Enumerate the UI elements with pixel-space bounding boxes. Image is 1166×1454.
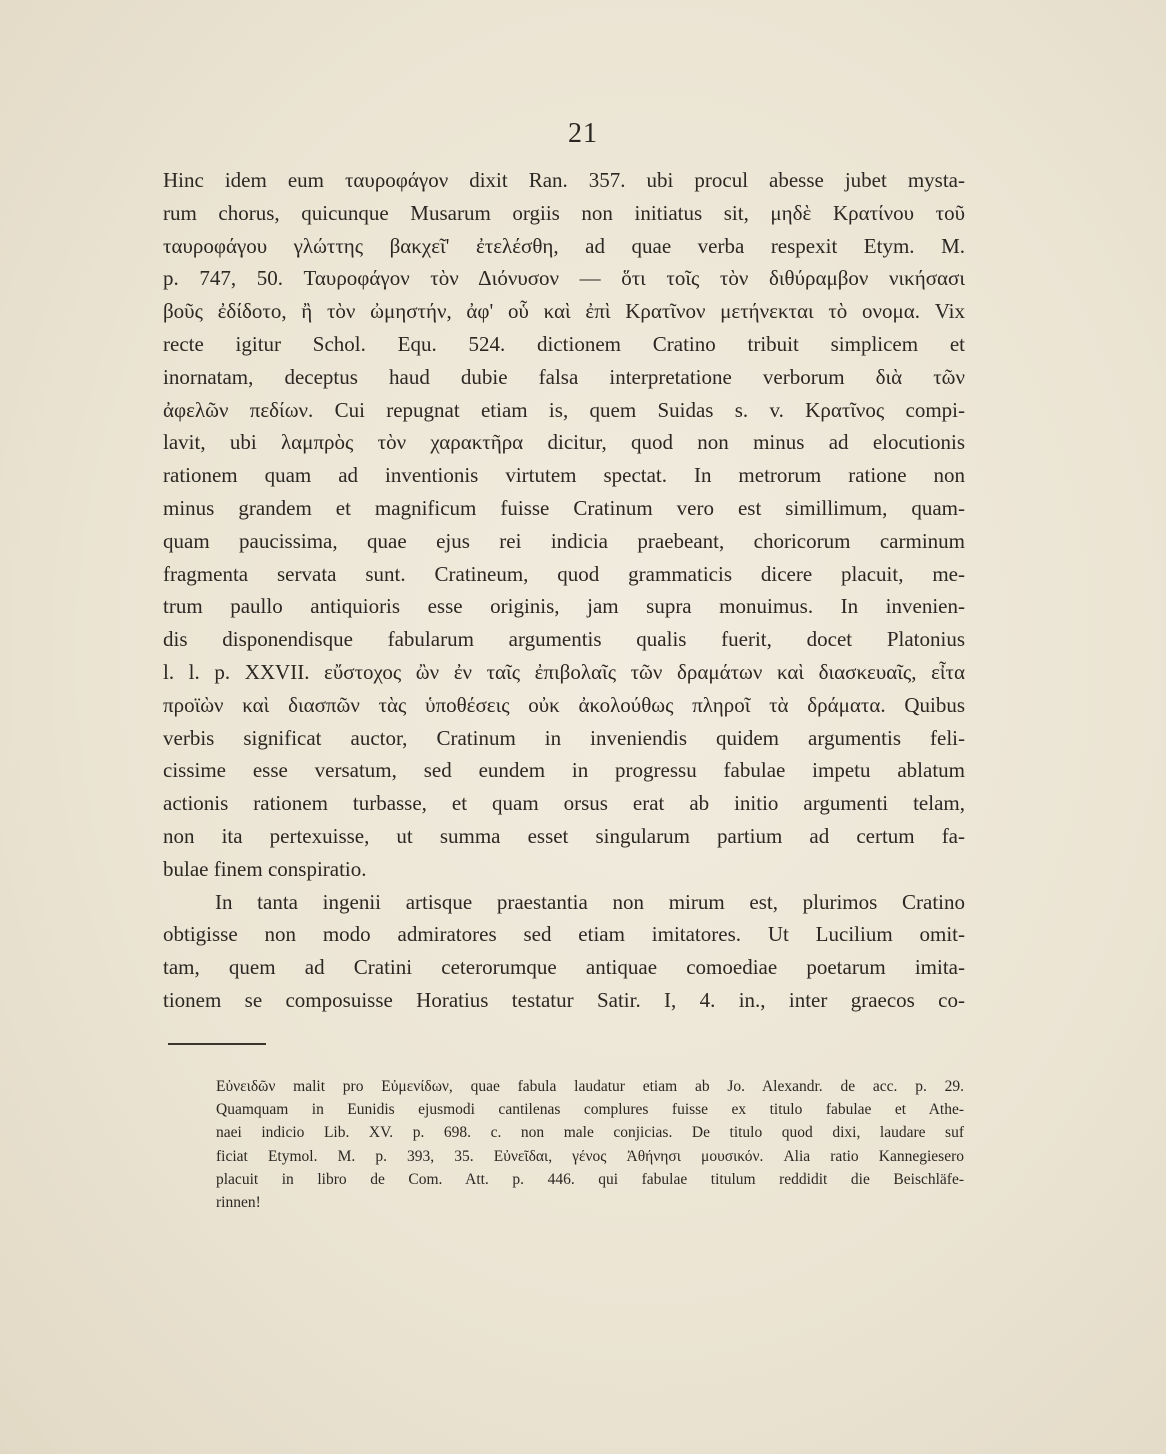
footnote-line: naei indicio Lib. XV. p. 698. c. non male conjicias. De titulo quod dixi, laudare suf [216, 1124, 964, 1142]
text-line: bulae finem conspiratio. [163, 856, 367, 881]
text-line: quam paucissima, quae ejus rei indicia praebeant, choricorum carminum [163, 528, 965, 553]
text-line: inornatam, deceptus haud dubie falsa interpretatione verborum διὰ τῶν [163, 364, 965, 389]
text-line: minus grandem et magnificum fuisse Cratinum vero est simillimum, quam- [163, 495, 965, 520]
main-text-block [163, 164, 965, 1017]
text-line: actionis rationem turbasse, et quam orsus erat ab initio argumenti telam, [163, 791, 965, 816]
text-line: ἀφελῶν πεδίων. Cui repugnat etiam is, quem Suidas s. v. Κρατῖνος compi- [163, 397, 965, 422]
footnote-line: Εὐνειδῶν malit pro Εὐμενίδων, quae fabula laudatur etiam ab Jo. Alexandr. de acc. p. 29. [216, 1078, 964, 1095]
text-line: προϊὼν καὶ διασπῶν τὰς ὑποθέσεις οὐκ ἀκολούθως πληροῖ τὰ δράματα. Quibus [163, 692, 965, 717]
text-line: rum chorus, quicunque Musarum orgiis non initiatus sit, μηδὲ Κρατίνου τοῦ [163, 200, 965, 225]
footnote-line: placuit in libro de Com. Att. p. 446. qui fabulae titulum reddidit die Beischläfe- [216, 1170, 964, 1188]
text-line: cissime esse versatum, sed eundem in progressu fabulae impetu ablatum [163, 758, 965, 783]
page-number: 21 [568, 118, 598, 149]
text-line: recte igitur Schol. Equ. 524. dictionem Cratino tribuit simplicem et [163, 331, 965, 356]
text-line: Hinc idem eum ταυροφάγον dixit Ran. 357. ubi procul abesse jubet mysta- [163, 168, 965, 192]
text-line: non ita pertexuisse, ut summa esset singularum partium ad certum fa- [163, 823, 965, 848]
text-line: In tanta ingenii artisque praestantia non mirum est, plurimos Cratino [215, 889, 965, 914]
text-line: obtigisse non modo admiratores sed etiam imitatores. Ut Lucilium omit- [163, 922, 965, 947]
text-line: lavit, ubi λαμπρὸς τὸν χαρακτῆρα dicitur, quod non minus ad elocutionis [163, 430, 965, 455]
text-line: tam, quem ad Cratini ceterorumque antiquae comoediae poetarum imita- [163, 955, 965, 980]
text-line: p. 747, 50. Ταυροφάγον τὸν Διόνυσον — ὅτι τοῖς τὸν διθύραμβον νικήσασι [163, 266, 965, 291]
text-line: dis disponendisque fabularum argumentis qualis fuerit, docet Platonius [163, 627, 965, 652]
footnote-block [216, 1075, 964, 1214]
footnote-rule [168, 1043, 266, 1045]
text-line: ταυροφάγου γλώττης βακχεῖ' ἐτελέσθη, ad quae verba respexit Etym. M. [163, 233, 965, 258]
text-line: verbis significat auctor, Cratinum in inveniendis quidem argumentis feli- [163, 725, 965, 750]
text-line: tionem se composuisse Horatius testatur Satir. I, 4. in., inter graecos co- [163, 987, 965, 1012]
text-line: βοῦς ἐδίδοτο, ἢ τὸν ὠμηστήν, ἀφ' οὗ καὶ ἐπὶ Κρατῖνον μετήνεκται τὸ ονομα. Vix [163, 299, 965, 324]
footnote-line: ficiat Etymol. M. p. 393, 35. Εὐνεῖδαι, γένος Ἀθήνησι μουσικόν. Alia ratio Kannegiesero [216, 1147, 964, 1165]
text-line: trum paullo antiquioris esse originis, jam supra monuimus. In invenien- [163, 594, 965, 619]
footnote-line: Quamquam in Eunidis ejusmodi cantilenas complures fuisse ex titulo fabulae et Athe- [216, 1101, 964, 1119]
footnote-line: rinnen! [216, 1194, 261, 1212]
text-line: l. l. p. XXVII. εὔστοχος ὢν ἐν ταῖς ἐπιβολαῖς τῶν δραμάτων καὶ διασκευαῖς, εἶτα [163, 659, 965, 684]
text-line: fragmenta servata sunt. Cratineum, quod grammaticis dicere placuit, me- [163, 561, 965, 586]
text-line: rationem quam ad inventionis virtutem spectat. In metrorum ratione non [163, 463, 965, 488]
